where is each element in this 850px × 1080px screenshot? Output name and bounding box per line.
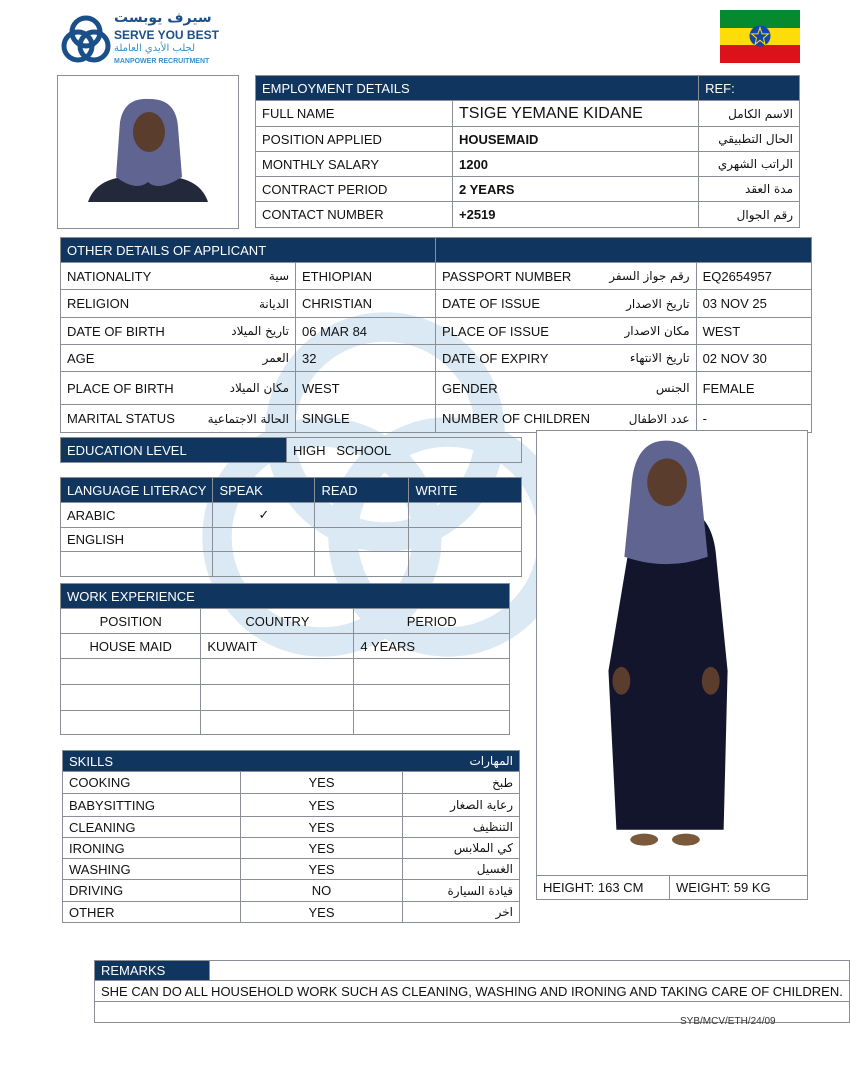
- row-value: 03 NOV 25: [696, 290, 811, 318]
- skill-name: COOKING: [63, 772, 241, 794]
- row-value: 02 NOV 30: [696, 345, 811, 372]
- skill-row: [63, 859, 520, 880]
- other-details-row: [61, 318, 812, 345]
- height-value: HEIGHT: 163 CM: [537, 876, 670, 900]
- ethiopia-flag: [720, 10, 800, 63]
- speak-cell: [213, 528, 315, 552]
- row-label-ar: تاريخ الانتهاء: [596, 345, 696, 372]
- skill-name: DRIVING: [63, 880, 241, 902]
- read-cell: [315, 552, 409, 577]
- other-details-row: [61, 345, 812, 372]
- skill-value: YES: [241, 772, 403, 794]
- position-col-header: POSITION: [61, 609, 201, 634]
- logo-arabic-sub: لجلب الأيدي العاملة: [114, 43, 196, 54]
- skill-name-ar: التنظيف: [403, 817, 520, 838]
- applicant-portrait-photo: [57, 75, 239, 229]
- language-table: [60, 477, 522, 577]
- flag-star-icon: [746, 22, 774, 50]
- logo-arabic-name: سيرف يوبست: [114, 10, 212, 26]
- work-country: [201, 711, 354, 735]
- work-row: [61, 634, 510, 659]
- read-col-header: READ: [315, 478, 409, 503]
- write-cell: [409, 528, 522, 552]
- skill-value: YES: [241, 817, 403, 838]
- work-period: [354, 685, 510, 711]
- other-details-header-blank: [436, 238, 812, 263]
- skills-header: SKILLS: [63, 751, 241, 772]
- row-label-ar: مكان الميلاد: [201, 372, 296, 405]
- skill-value: YES: [241, 902, 403, 923]
- ref-label: REF:: [699, 76, 800, 101]
- row-label-ar: مكان الاصدار: [596, 318, 696, 345]
- work-position: [61, 711, 201, 735]
- other-details-header: OTHER DETAILS OF APPLICANT: [61, 238, 436, 263]
- row-label: AGE: [61, 345, 201, 372]
- skill-row: [63, 838, 520, 859]
- work-period: [354, 659, 510, 685]
- row-value: FEMALE: [696, 372, 811, 405]
- logo-emblem-icon: [60, 12, 112, 68]
- language-name: ENGLISH: [61, 528, 213, 552]
- work-experience-header: WORK EXPERIENCE: [61, 584, 201, 609]
- skill-name: IRONING: [63, 838, 241, 859]
- work-position: HOUSE MAID: [61, 634, 201, 659]
- row-label-ar: مدة العقد: [699, 177, 800, 202]
- remarks-header: REMARKS: [95, 961, 210, 981]
- work-row: [61, 711, 510, 735]
- work-country: [201, 685, 354, 711]
- skill-name-ar: قيادة السيارة: [403, 880, 520, 902]
- remarks-table: [94, 960, 850, 1023]
- row-value: ETHIOPIAN: [296, 263, 436, 290]
- row-label-ar: الجنس: [596, 372, 696, 405]
- speak-col-header: SPEAK: [213, 478, 315, 503]
- row-value: -: [696, 405, 811, 433]
- row-label-ar: الاسم الكامل: [699, 101, 800, 127]
- other-details-row: [61, 405, 812, 433]
- row-value: CHRISTIAN: [296, 290, 436, 318]
- row-label: NATIONALITY: [61, 263, 201, 290]
- row-label-ar: عدد الاطفال: [596, 405, 696, 433]
- skill-name: CLEANING: [63, 817, 241, 838]
- weight-value: WEIGHT: 59 KG: [670, 876, 808, 900]
- row-value: WEST: [296, 372, 436, 405]
- row-label: MARITAL STATUS: [61, 405, 201, 433]
- row-label: DATE OF ISSUE: [436, 290, 597, 318]
- logo-english-sub: MANPOWER RECRUITMENT: [114, 58, 210, 65]
- work-row: [61, 685, 510, 711]
- reference-code: SYB/MCV/ETH/24/09: [680, 1016, 776, 1027]
- contract-value: 2 YEARS: [453, 177, 699, 202]
- skills-header-ar: المهارات: [403, 751, 520, 772]
- employment-row: [256, 127, 800, 152]
- row-label-ar: الراتب الشهري: [699, 152, 800, 177]
- other-details-row: [61, 290, 812, 318]
- row-label: PASSPORT NUMBER: [436, 263, 597, 290]
- row-label: POSITION APPLIED: [256, 127, 453, 152]
- skills-header-blank: [241, 751, 403, 772]
- write-col-header: WRITE: [409, 478, 522, 503]
- work-position: [61, 685, 201, 711]
- row-label: DATE OF BIRTH: [61, 318, 201, 345]
- row-label: DATE OF EXPIRY: [436, 345, 597, 372]
- work-period: [354, 711, 510, 735]
- row-label-ar: رقم الجوال: [699, 202, 800, 228]
- other-details-row: [61, 263, 812, 290]
- work-period: 4 YEARS: [354, 634, 510, 659]
- work-row: [61, 659, 510, 685]
- portrait-person-icon: [58, 76, 238, 228]
- read-cell: [315, 503, 409, 528]
- skill-value: NO: [241, 880, 403, 902]
- row-label: PLACE OF ISSUE: [436, 318, 597, 345]
- speak-cell: [213, 552, 315, 577]
- skill-row: [63, 794, 520, 817]
- period-col-header: PERIOD: [354, 609, 510, 634]
- row-label-ar: رقم جواز السفر: [596, 263, 696, 290]
- row-label: PLACE OF BIRTH: [61, 372, 201, 405]
- row-value: 06 MAR 84: [296, 318, 436, 345]
- row-value: EQ2654957: [696, 263, 811, 290]
- skill-row: [63, 817, 520, 838]
- language-name: ARABIC: [61, 503, 213, 528]
- employment-details-table: [255, 75, 800, 228]
- salary-value: 1200: [453, 152, 699, 177]
- education-value: HIGH SCHOOL: [287, 438, 522, 463]
- row-label-ar: تاريخ الاصدار: [596, 290, 696, 318]
- full-body-person-icon: [537, 431, 807, 876]
- employment-row: [256, 177, 800, 202]
- row-value: WEST: [696, 318, 811, 345]
- contact-value: +2519: [453, 202, 699, 228]
- company-logo: [60, 10, 220, 70]
- skill-name-ar: الغسيل: [403, 859, 520, 880]
- check-icon: ✓: [213, 503, 315, 528]
- row-label-ar: تاريخ الميلاد: [201, 318, 296, 345]
- employment-row: [256, 101, 800, 127]
- skill-row: [63, 902, 520, 923]
- skill-name: OTHER: [63, 902, 241, 923]
- skill-value: YES: [241, 794, 403, 817]
- skill-name-ar: طبخ: [403, 772, 520, 794]
- language-row: [61, 528, 522, 552]
- skill-name-ar: اخر: [403, 902, 520, 923]
- row-label: FULL NAME: [256, 101, 453, 127]
- row-value: SINGLE: [296, 405, 436, 433]
- remarks-text: SHE CAN DO ALL HOUSEHOLD WORK SUCH AS CLEANING, WASHING AND IRONING AND TAKING CARE OF CHILDREN.: [95, 981, 850, 1002]
- education-label: EDUCATION LEVEL: [61, 438, 287, 463]
- employment-row: [256, 152, 800, 177]
- row-label-ar: سية: [201, 263, 296, 290]
- work-experience-table: [60, 583, 510, 735]
- employment-details-header: EMPLOYMENT DETAILS: [256, 76, 699, 101]
- skill-name: WASHING: [63, 859, 241, 880]
- language-row: [61, 552, 522, 577]
- position-value: HOUSEMAID: [453, 127, 699, 152]
- row-label-ar: العمر: [201, 345, 296, 372]
- skill-row: [63, 772, 520, 794]
- skill-row: [63, 880, 520, 902]
- other-details-table: [60, 237, 812, 433]
- row-label: NUMBER OF CHILDREN: [436, 405, 597, 433]
- remarks-header-blank: [210, 961, 850, 981]
- row-label: RELIGION: [61, 290, 201, 318]
- work-position: [61, 659, 201, 685]
- employment-row: [256, 202, 800, 228]
- education-table: [60, 437, 522, 463]
- row-label-ar: الديانة: [201, 290, 296, 318]
- skill-value: YES: [241, 838, 403, 859]
- language-col-header: LANGUAGE LITERACY: [61, 478, 213, 503]
- other-details-row: [61, 372, 812, 405]
- read-cell: [315, 528, 409, 552]
- language-row: [61, 503, 522, 528]
- work-country: [201, 659, 354, 685]
- skill-name: BABYSITTING: [63, 794, 241, 817]
- row-label-ar: الحال التطبيقي: [699, 127, 800, 152]
- row-label-ar: الحالة الاجتماعية: [201, 405, 296, 433]
- skill-value: YES: [241, 859, 403, 880]
- row-label: CONTACT NUMBER: [256, 202, 453, 228]
- row-label: CONTRACT PERIOD: [256, 177, 453, 202]
- row-value: 32: [296, 345, 436, 372]
- skill-name-ar: رعاية الصغار: [403, 794, 520, 817]
- skill-name-ar: كي الملابس: [403, 838, 520, 859]
- logo-english-name: SERVE YOU BEST: [114, 28, 219, 42]
- work-experience-header-blank: [201, 584, 510, 609]
- country-col-header: COUNTRY: [201, 609, 354, 634]
- write-cell: [409, 552, 522, 577]
- work-country: KUWAIT: [201, 634, 354, 659]
- applicant-full-photo: [536, 430, 808, 900]
- language-name: [61, 552, 213, 577]
- full-name-value: TSIGE YEMANE KIDANE: [453, 101, 699, 127]
- write-cell: [409, 503, 522, 528]
- row-label: GENDER: [436, 372, 597, 405]
- row-label: MONTHLY SALARY: [256, 152, 453, 177]
- skills-table: [62, 750, 520, 923]
